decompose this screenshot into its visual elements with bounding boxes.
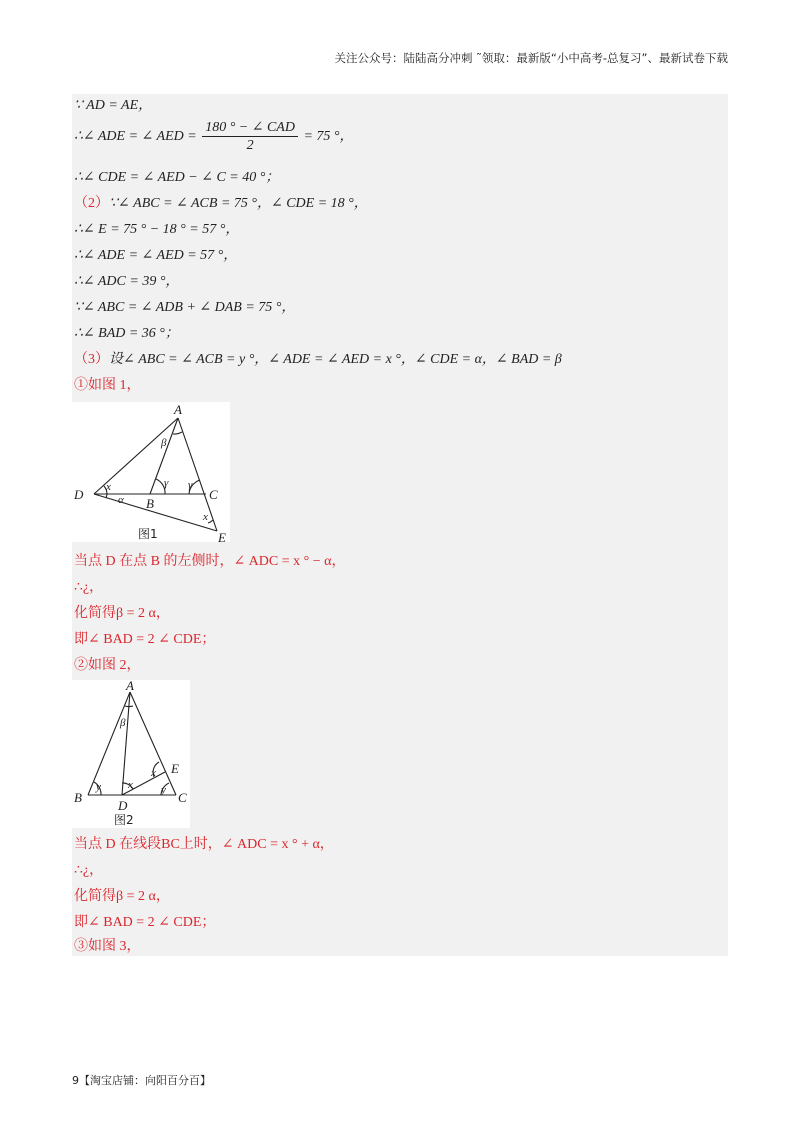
solution-panel bbox=[72, 94, 728, 956]
figure-1 bbox=[72, 402, 230, 542]
figure-2-diagram bbox=[72, 680, 190, 828]
fig1-angle-beta: β bbox=[161, 437, 167, 449]
line-18: ∴¿， bbox=[74, 863, 104, 878]
page-footer: 9【淘宝店铺：向阳百分百】 bbox=[72, 1074, 211, 1087]
line-2 bbox=[74, 119, 354, 155]
line-16: ②如图 2， bbox=[74, 658, 141, 673]
fig2-angle-beta: β bbox=[120, 717, 126, 729]
line-3: ∴∠ CDE = ∠ AED − ∠ C = 40 °； bbox=[74, 170, 280, 185]
fig1-label-c: C bbox=[209, 487, 218, 502]
line-21: ③如图 3， bbox=[74, 939, 141, 954]
line-10 bbox=[74, 351, 562, 369]
fig2-label-d: D bbox=[118, 798, 128, 813]
line-14: 化简得β = 2 α， bbox=[74, 606, 170, 621]
line-17: 当点 D 在线段BC上时，∠ ADC = x ° + α， bbox=[74, 837, 334, 852]
fig1-label-d: D bbox=[74, 487, 84, 502]
fig1-label-a: A bbox=[174, 402, 182, 417]
line-12: 当点 D 在点 B 的左侧时，∠ ADC = x ° − α， bbox=[74, 554, 346, 569]
fig2-angle-x-d: x bbox=[128, 779, 133, 791]
line-7: ∴∠ ADC = 39 °， bbox=[74, 274, 180, 289]
line-2-suffix: = 75 °， bbox=[303, 129, 354, 144]
fig1-angle-x-d: x bbox=[106, 481, 111, 493]
figure-1-diagram bbox=[72, 402, 230, 542]
part-label-3: （3） bbox=[74, 352, 109, 367]
line-11: ①如图 1， bbox=[74, 378, 141, 393]
fig1-angle-gamma-b: γ bbox=[164, 477, 169, 489]
line-10-text: 设∠ ABC = ∠ ACB = y °，∠ ADE = ∠ AED = x °，∠ CDE = α，∠ BAD = β bbox=[109, 352, 562, 367]
line-5: ∴∠ E = 75 ° − 18 ° = 57 °， bbox=[74, 222, 240, 237]
fig2-label-e: E bbox=[171, 761, 179, 776]
line-2-prefix: ∴∠ ADE = ∠ AED = bbox=[74, 129, 197, 144]
page-header: 关注公众号：陆陆高分冲刺 ˜领取：最新版“小中高考-总复习”、最新试卷下载 bbox=[334, 51, 728, 65]
line-1: ∵ AD = AE， bbox=[74, 98, 153, 113]
fig2-angle-x-e: x bbox=[151, 767, 156, 779]
fraction-numerator: 180 ° − ∠ CAD bbox=[202, 119, 298, 137]
line-13: ∴¿， bbox=[74, 580, 104, 595]
fig1-angle-x-e: x bbox=[203, 511, 208, 523]
line-15: 即∠ BAD = 2 ∠ CDE； bbox=[74, 632, 216, 647]
fig2-label-c: C bbox=[178, 790, 187, 805]
line-8: ∵∠ ABC = ∠ ADB + ∠ DAB = 75 °， bbox=[74, 300, 296, 315]
line-20: 即∠ BAD = 2 ∠ CDE； bbox=[74, 915, 216, 930]
fraction-denominator: 2 bbox=[246, 138, 254, 154]
fraction bbox=[202, 119, 298, 154]
line-4 bbox=[74, 195, 368, 213]
line-9: ∴∠ BAD = 36 °； bbox=[74, 326, 179, 341]
fig2-label-b: B bbox=[74, 790, 82, 805]
fig1-angle-gamma-c: γ bbox=[188, 479, 193, 491]
fig2-angle-y-b: y bbox=[96, 781, 101, 793]
fig1-label-b: B bbox=[146, 496, 154, 511]
fig2-angle-y-c: y bbox=[161, 784, 166, 796]
fig2-caption: 图2 bbox=[114, 813, 134, 827]
fig2-label-a: A bbox=[126, 680, 134, 693]
fig1-caption: 图1 bbox=[138, 527, 158, 541]
figure-2 bbox=[72, 680, 190, 828]
fig1-label-e: E bbox=[218, 530, 226, 542]
line-6: ∴∠ ADE = ∠ AED = 57 °， bbox=[74, 248, 238, 263]
part-label-2: （2） bbox=[74, 196, 109, 211]
line-19: 化简得β = 2 α， bbox=[74, 889, 170, 904]
fig1-angle-alpha: α bbox=[118, 494, 124, 506]
line-4-text: ∵∠ ABC = ∠ ACB = 75 °，∠ CDE = 18 °， bbox=[109, 196, 368, 211]
